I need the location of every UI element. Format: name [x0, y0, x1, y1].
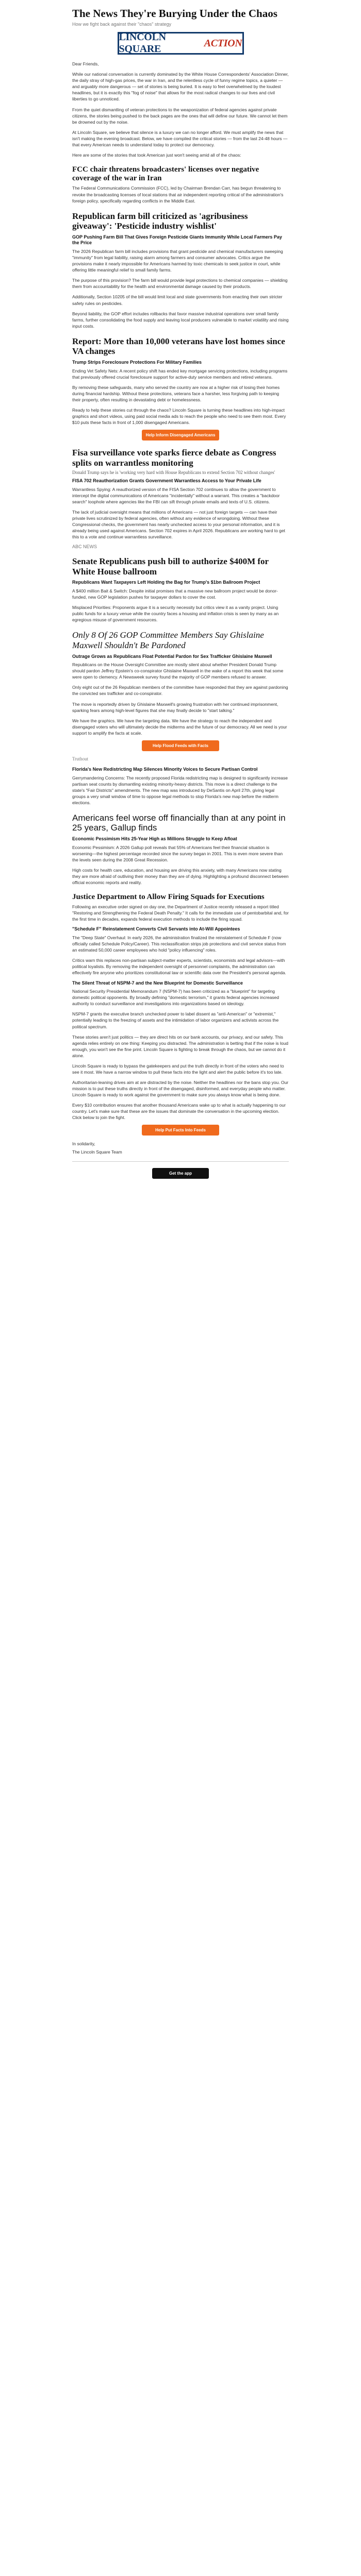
story-ballroom-subhead: Republicans Want Taxpayers Left Holding the Bag for Trump's $1bn Ballroom Project: [72, 580, 260, 585]
story-nspm-subhead: The Silent Threat of NSPM-7 and the New Blueprint for Domestic Surveillance: [72, 980, 243, 986]
story-farm-bill-p4: Beyond liability, the GOP effort includes rollbacks that favor massive industrial operations over small family farms, further consolidating the food supply and leaving local producers vulnerable to market volatility and rising input costs.: [72, 311, 289, 329]
story-maxwell-subhead: Outrage Grows as Republicans Float Potential Pardon for Sex Trafficker Ghislaine Maxwell: [72, 653, 272, 659]
story-schedule-f-p2: The "Deep State" Overhaul: In early 2026, the administration finalized the reinstatement of Schedule F (now officially called Schedule Policy/Career). This reclassification strips job protections and civil service status from an estimated 50,000 career employees who hold "policy influencing" roles.: [72, 935, 286, 953]
intro-paragraph-3: At Lincoln Square, we believe that silence is a luxury we can no longer afford. We must amplify the news that isn't making the evening broadcast. Below, we have compiled the critical stories — from the last 24-48 hours — that every American needs to understand today to protect our democracy.: [72, 129, 288, 147]
story-veterans-subhead: Trump Strips Foreclosure Protections For Military Families: [72, 359, 202, 365]
story-maxwell-p3: The move is reportedly driven by Ghislaine Maxwell's growing frustration with her continued imprisonment, sparking fears among high-level figures that she may finally decide to "start talking.": [72, 701, 278, 713]
story-gallup-headline[interactable]: Americans feel worse off financially than at any point in 25 years, Gallup finds: [72, 812, 286, 833]
help-inform-button[interactable]: Help Inform Disengaged Americans: [142, 430, 219, 440]
flood-feeds-button[interactable]: Help Flood Feeds with Facts: [142, 740, 219, 751]
story-veterans-p3: Ready to help these stories cut through the chaos? Lincoln Square is turning these headlines into high-impact graphics and short videos, using paid social media ads to reach the people who need to see them most. Every $10 puts these facts in front of 1,000 disengaged Americans.: [72, 407, 286, 426]
story-gallup-subhead: Economic Pessimism Hits 25-Year High as Millions Struggle to Keep Afloat: [72, 836, 237, 841]
get-app-button[interactable]: Get the app: [152, 1168, 209, 1179]
story-gallup-p1: Economic Pessimism: A 2026 Gallup poll reveals that 55% of Americans feel their financial situation is worsening—the highest percentage recorded since the survey began in 2001. This is even more severe than the levels seen during the 2008 Great Recession.: [72, 844, 283, 862]
lincoln-square-action-logo[interactable]: [118, 32, 244, 55]
intro-paragraph-4: Here are some of the stories that took American just won't seeing amid all of the chaos:: [72, 152, 241, 158]
source-label-abc: ABC NEWS: [72, 544, 97, 550]
intro-paragraph-1: While our national conversation is currently dominated by the White House Correspondents' Association Dinner, the daily stray of high-gas prices, the war in Iran, and the relentless cycle of funny regime topics, a quieter — and arguably more dangerous — set of stories is being buried. It is easy to feel overwhelmed by the loudest headlines, but it is exactly this "fog of noise" that allows for the most radical changes to our lives and civil liberties to go unnoticed.: [72, 72, 289, 102]
story-fisa-p2: The lack of judicial oversight means that millions of Americans — not just foreign targets — can have their private lives scrutinized by federal agencies, often without any evidence of wrongdoing. Without these Congressional checks, the government has nearly unchecked access to your personal information, and it is already being used against Americans. Section 702 expires in April 2026. Republicans are working hard to get this to a vote and continue warrantless surveillance.: [72, 510, 285, 540]
story-maxwell-p4: We have the graphics. We have the targeting data. We have the strategy to reach the independent and disengaged voters who will ultimately decide the midterms and the future of our democracy. All we need is your support to amplify the facts at scale.: [72, 718, 287, 736]
story-farm-bill-subhead: GOP Pushing Farm Bill That Gives Foreign Pesticide Giants Immunity While Local Farmers Pay the Price: [72, 234, 282, 246]
story-veterans-headline[interactable]: Report: More than 10,000 veterans have lost homes since VA changes: [72, 336, 285, 357]
closing-p4: Every $10 contribution ensures that another thousand Americans wake up to what is actually happening to our country. Let's make sure that these are the issues that dominate the conversation in the upcoming election. Click below to join the fight.: [72, 1103, 286, 1121]
source-label-truthout: Truthout: [72, 756, 89, 761]
story-schedule-f-p3: Critics warn this replaces non-partisan subject-matter experts, scientists, economists and legal advisors—with political loyalists. By removing the independent oversight of personnel complaints, the administration can effectively fire anyone who prioritizes constitutional law or scientific data over the President's personal agenda.: [72, 958, 286, 976]
put-facts-into-feeds-button[interactable]: Help Put Facts Into Feeds: [142, 1125, 219, 1136]
email-title: The News They're Burying Under the Chaos: [72, 7, 277, 20]
story-nspm-p5: NSPM-7 grants the executive branch unchecked power to label dissent as "anti-American" or "extremist," potentially leading to the freezing of assets and the intimidation of labor organizers and activists across the political spectrum.: [72, 1011, 279, 1029]
closing-p1: These stories aren't just politics — they are direct hits on our bank accounts, our privacy, and our safety. This agenda relies entirely on one thing: Keeping you distracted. The administration is betting that if the noise is loud enough, you won't see the fine print. Lincoln Square is fighting to break through the chaos, but we cannot do it alone.: [72, 1034, 288, 1058]
story-florida-p1: Gerrymandering Concerns: The recently proposed Florida redistricting map is designed to significantly increase partisan seat counts by dismantling existing minority-heavy districts. This move is a direct challenge to the state's "Fair Districts" amendments. The new map was introduced by DeSantis on April 27th, giving legal groups a very small window of time to oppose legal methods to stop Florida's new map before the midterm elections.: [72, 775, 288, 805]
intro-paragraph-2: From the quiet dismantling of veteran protections to the weaponization of federal agencies against private citizens, the stories being pushed to the back pages are the ones that will define our future. We cannot let them be drowned out by the noise.: [72, 107, 288, 125]
story-ballroom-headline[interactable]: Senate Republicans push bill to authorize $400M for White House ballroom: [72, 556, 269, 577]
story-firing-squad-p1: Following an executive order signed on day one, the Department of Justice recently released a report titled "Restoring and Strengthening the Federal Death Penalty." It calls for the immediate use of pentobarbital and, for the first time in decades, expands federal execution methods to include the firing squad.: [72, 904, 289, 922]
story-maxwell-p2: Only eight out of the 26 Republican members of the committee have responded that they are against pardoning the convicted sex trafficker and co-conspirator.: [72, 685, 288, 697]
closing-p2: Lincoln Square is ready to bypass the gatekeepers and put the truth directly in front of the voters who need to see it most. We have a narrow window to pull these facts into the light and alert the public before it's too late.: [72, 1063, 284, 1075]
story-farm-bill-p3: Additionally, Section 10205 of the bill would limit local and state governments from enacting their own stricter safety rules on pesticides.: [72, 294, 283, 306]
story-fcc-body: The Federal Communications Commission (FCC), led by Chairman Brendan Carr, has begun threatening to revoke the broadcasting licenses of local stations that air independent reporting critical of the administration's foreign policy, specifically regarding conflicts in the Middle East.: [72, 185, 284, 204]
footer-divider: [72, 1161, 289, 1162]
signoff: In solidarity,: [72, 1141, 95, 1147]
story-ballroom-p1: A $400 million Bait & Switch: Despite initial promises that a massive new ballroom project would be donor-funded, new GOP legislation pushes for taxpayer dollars to cover the cost.: [72, 588, 278, 600]
story-veterans-p1: Ending Vet Safety Nets: A recent policy shift has ended key mortgage servicing protections, including programs that previously offered crucial foreclosure support for active-duty service members and retired veterans.: [72, 368, 288, 380]
story-maxwell-p1: Republicans on the House Oversight Committee are mostly silent about whether President Donald Trump should pardon Jeffrey Epstein's co-conspirator Ghislaine Maxwell in the wake of a report this week that some were open to clemency. A Newsweek survey found the majority of GOP members refused to answer.: [72, 662, 284, 680]
logo-accent-text: ACTION: [204, 37, 242, 49]
logo-main-text: LINCOLN SQUARE: [119, 31, 166, 55]
story-nspm-p4: National Security Presidential Memorandum 7 (NSPM-7) has been criticized as a "blueprint" for targeting domestic political opponents. By broadly defining "domestic terrorism," it grants federal agencies increased authority to conduct surveillance and investigations into organizations based on ideology.: [72, 989, 280, 1007]
story-firing-squad-headline[interactable]: Justice Department to Allow Firing Squads for Executions: [72, 893, 265, 902]
story-fisa-subhead: FISA 702 Reauthorization Grants Government Warrantless Access to Your Private Life: [72, 478, 261, 484]
story-schedule-f-subhead: "Schedule F" Reinstatement Converts Civil Servants into At-Will Appointees: [72, 926, 240, 932]
email-body: [72, 7, 289, 1179]
story-fisa-p1: Warrantless Spying: A reauthorized version of the FISA Section 702 continues to allow the government to intercept the digital communications of Americans "incidentally" without a warrant. This creates a "backdoor search" loophole where agencies like the FBI can sift through private emails and texts of U.S. citizens.: [72, 486, 280, 504]
story-florida-subhead: Florida's New Redistricting Map Silences Minority Voices to Secure Partisan Control: [72, 766, 258, 772]
story-fisa-headline[interactable]: Fisa surveillance vote sparks fierce debate as Congress splits on warrantless monitoring: [72, 448, 276, 468]
email-page: [0, 0, 361, 1199]
email-subtitle: How we fight back against their "chaos" strategy: [72, 22, 171, 27]
story-fcc-headline[interactable]: FCC chair threatens broadcasters' licenses over negative coverage of the war in Iran: [72, 165, 259, 183]
closing-p3: Authoritarian-leaning drives aim at are distracted by the noise. Neither the headlines nor the bans stop you. Our mission is to put these truths directly in front of the disengaged, disinformed, and everyday people who matter. Lincoln Square is ready to work against the government to make sure you always know what is being done.: [72, 1079, 289, 1098]
story-farm-bill-p1: The 2026 Republican farm bill includes provisions that grant pesticide and chemical manufacturers sweeping "immunity" from legal liability, raising alarm among farmers and consumer advocates. Critics argue the provisions make it nearly impossible for Americans harmed by toxic chemicals to seek justice in court, while offering little meaningful relief to small family farms.: [72, 249, 283, 273]
signature: The Lincoln Square Team: [72, 1149, 122, 1155]
story-fisa-dek: Donald Trump says he is 'working very hard with House Republicans to extend Section 702 without changes': [72, 470, 275, 476]
story-farm-bill-p2: The purpose of this provision? The farm bill would provide legal protections to chemical companies — shielding them from accountability for the health and environmental damage caused by their products.: [72, 278, 288, 290]
story-farm-bill-headline[interactable]: Republican farm bill criticized as 'agribusiness giveaway': 'Pesticide industry wishlist': [72, 211, 248, 231]
story-maxwell-headline[interactable]: Only 8 Of 26 GOP Committee Members Say Ghislaine Maxwell Shouldn't Be Pardoned: [72, 630, 264, 650]
signoff-block: [72, 1141, 289, 1155]
story-ballroom-p2: Misplaced Priorities: Proponents argue it is a security necessity but critics view it as a vanity project. Using public funds for a luxury venue while the country faces a housing and inflation crisis is seen by many as an egregious misuse of government resources.: [72, 605, 279, 623]
story-veterans-p2: By removing these safeguards, many who served the country are now at a higher risk of losing their homes during financial hardship. Without these protections, veterans face a harsher, less forgiving path to keeping their property, often resulting in devastating debt or homelessness.: [72, 384, 280, 402]
story-gallup-p2: High costs for health care, education, and housing are driving this anxiety, with many Americans now stating they are more afraid of outliving their money than they are of dying. Highlighting a profound disconnect between official economic reports and reality.: [72, 867, 289, 885]
greeting: Dear Friends,: [72, 61, 99, 67]
